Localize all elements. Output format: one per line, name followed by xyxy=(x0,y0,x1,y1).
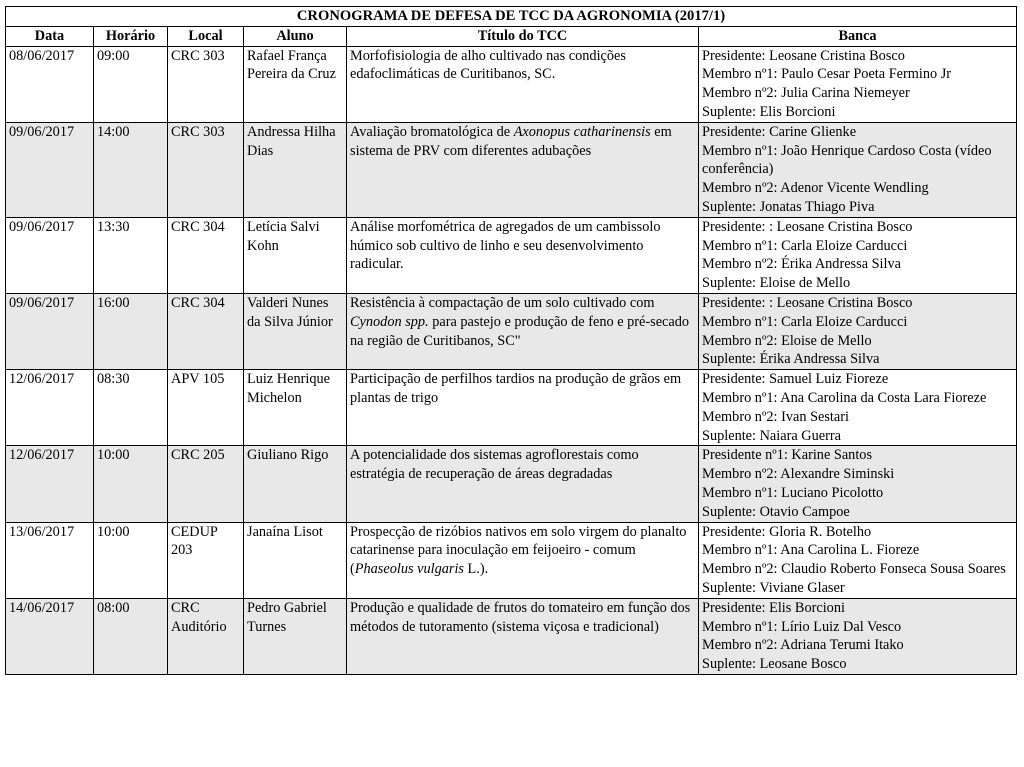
cell-data: 09/06/2017 xyxy=(6,122,94,217)
banca-member: Membro nº1: Luciano Picolotto xyxy=(702,484,884,501)
cell-aluno: Luiz Henrique Michelon xyxy=(244,370,347,446)
banca-member: Membro nº2: Adriana Terumi Itako xyxy=(702,637,904,654)
cell-local: APV 105 xyxy=(168,370,244,446)
cell-horario: 09:00 xyxy=(94,46,168,122)
table-row xyxy=(6,598,1017,674)
banca-member: Membro nº2: Alexandre Siminski xyxy=(702,466,895,483)
cell-titulo xyxy=(347,370,699,446)
table-row xyxy=(6,217,1017,293)
cell-data: 14/06/2017 xyxy=(6,598,94,674)
cell-local: CRC Auditório xyxy=(168,598,244,674)
cell-titulo xyxy=(347,217,699,293)
banca-member: Membro nº1: Carla Eloize Carducci xyxy=(702,237,908,254)
banca-member: Membro nº2: Érika Andressa Silva xyxy=(702,256,901,273)
banca-member: Presidente: Samuel Luiz Fioreze xyxy=(702,371,889,388)
header-row xyxy=(6,26,1017,46)
title-segment: em sistema de PRV com diferentes adubações xyxy=(350,123,672,159)
banca-member: Suplente: Viviane Glaser xyxy=(702,579,845,596)
cell-local: CEDUP 203 xyxy=(168,522,244,598)
table-row xyxy=(6,122,1017,217)
cell-data: 08/06/2017 xyxy=(6,46,94,122)
cell-horario: 10:00 xyxy=(94,446,168,522)
cell-horario: 14:00 xyxy=(94,122,168,217)
title-segment: Prospecção de rizóbios nativos em solo virgem do planalto catarinense para inoculação em feijoeiro - comum ( xyxy=(350,523,687,578)
title-segment: Morfofisiologia de alho cultivado nas condições edafoclimáticas de Curitibanos, SC. xyxy=(350,47,626,83)
cell-horario: 13:30 xyxy=(94,217,168,293)
cell-titulo xyxy=(347,598,699,674)
cell-aluno: Andressa Hilha Dias xyxy=(244,122,347,217)
cell-banca xyxy=(699,370,1017,446)
header-titulo: Título do TCC xyxy=(347,26,699,46)
table-title: CRONOGRAMA DE DEFESA DE TCC DA AGRONOMIA (2017/1) xyxy=(6,7,1017,27)
title-segment: para pastejo e produção de feno e pré-secado na região de Curitibanos, SC" xyxy=(350,313,690,349)
title-italic-segment: Cynodon spp. xyxy=(350,313,429,330)
cell-data: 12/06/2017 xyxy=(6,370,94,446)
title-italic-segment: Phaseolus vulgaris xyxy=(354,561,464,578)
cell-banca xyxy=(699,122,1017,217)
title-segment: Participação de perfilhos tardios na produção de grãos em plantas de trigo xyxy=(350,371,682,406)
header-aluno: Aluno xyxy=(244,26,347,46)
banca-member: Presidente: Elis Borcioni xyxy=(702,599,845,616)
cell-banca xyxy=(699,46,1017,122)
banca-member: Presidente: Leosane Cristina Bosco xyxy=(702,47,905,64)
header-local: Local xyxy=(168,26,244,46)
banca-member: Suplente: Leosane Bosco xyxy=(702,656,847,673)
banca-member: Membro nº1: Ana Carolina da Costa Lara Fioreze xyxy=(702,389,987,406)
banca-member: Suplente: Jonatas Thiago Piva xyxy=(702,198,875,215)
banca-member: Suplente: Elis Borcioni xyxy=(702,103,836,120)
table-row xyxy=(6,293,1017,369)
cell-local: CRC 205 xyxy=(168,446,244,522)
header-horario: Horário xyxy=(94,26,168,46)
cell-data: 13/06/2017 xyxy=(6,522,94,598)
banca-member: Presidente nº1: Karine Santos xyxy=(702,447,873,464)
cell-aluno: Valderi Nunes da Silva Júnior xyxy=(244,293,347,369)
cell-aluno: Giuliano Rigo xyxy=(244,446,347,522)
banca-member: Suplente: Eloise de Mello xyxy=(702,275,851,292)
cell-local: CRC 303 xyxy=(168,122,244,217)
title-segment: Resistência à compactação de um solo cultivado com xyxy=(350,294,655,311)
banca-member: Suplente: Naiara Guerra xyxy=(702,427,841,444)
banca-member: Presidente: : Leosane Cristina Bosco xyxy=(702,294,913,311)
banca-member: Presidente: Gloria R. Botelho xyxy=(702,523,872,540)
title-segment: A potencialidade dos sistemas agroflorestais como estratégia de recuperação de áreas degradadas xyxy=(350,447,639,483)
cell-horario: 10:00 xyxy=(94,522,168,598)
title-row xyxy=(6,7,1017,27)
cell-banca xyxy=(699,217,1017,293)
banca-member: Membro nº2: Eloise de Mello xyxy=(702,332,872,349)
schedule-rows xyxy=(6,46,1017,674)
banca-member: Membro nº1: João Henrique Cardoso Costa (vídeo conferência) xyxy=(702,142,992,178)
banca-member: Membro nº2: Claudio Roberto Fonseca Sousa Soares xyxy=(702,561,1006,578)
table-row xyxy=(6,522,1017,598)
cell-aluno: Pedro Gabriel Turnes xyxy=(244,598,347,674)
cell-titulo xyxy=(347,446,699,522)
table-row xyxy=(6,46,1017,122)
title-italic-segment: Axonopus catharinensis xyxy=(513,123,651,140)
banca-member: Membro nº2: Adenor Vicente Wendling xyxy=(702,180,929,197)
cell-titulo xyxy=(347,46,699,122)
banca-member: Suplente: Otavio Campoe xyxy=(702,503,850,520)
schedule-document xyxy=(5,6,1016,675)
cell-local: CRC 304 xyxy=(168,217,244,293)
header-data: Data xyxy=(6,26,94,46)
title-segment: L.). xyxy=(463,561,489,578)
cell-horario: 08:00 xyxy=(94,598,168,674)
cell-horario: 08:30 xyxy=(94,370,168,446)
cell-horario: 16:00 xyxy=(94,293,168,369)
title-segment: Avaliação bromatológica de xyxy=(350,123,514,140)
cell-aluno: Janaína Lisot xyxy=(244,522,347,598)
cell-banca xyxy=(699,522,1017,598)
cell-aluno: Rafael França Pereira da Cruz xyxy=(244,46,347,122)
cell-data: 09/06/2017 xyxy=(6,217,94,293)
banca-member: Membro nº2: Ivan Sestari xyxy=(702,408,849,425)
schedule-table xyxy=(5,6,1017,675)
banca-member: Membro nº1: Carla Eloize Carducci xyxy=(702,313,908,330)
banca-member: Membro nº1: Paulo Cesar Poeta Fermino Jr xyxy=(702,66,952,83)
banca-member: Presidente: Carine Glienke xyxy=(702,123,857,140)
cell-titulo xyxy=(347,122,699,217)
cell-local: CRC 304 xyxy=(168,293,244,369)
banca-member: Suplente: Érika Andressa Silva xyxy=(702,351,880,368)
banca-member: Presidente: : Leosane Cristina Bosco xyxy=(702,218,913,235)
cell-aluno: Letícia Salvi Kohn xyxy=(244,217,347,293)
table-row xyxy=(6,446,1017,522)
banca-member: Membro nº1: Ana Carolina L. Fioreze xyxy=(702,542,920,559)
banca-member: Membro nº1: Lírio Luiz Dal Vesco xyxy=(702,618,902,635)
header-banca: Banca xyxy=(699,26,1017,46)
cell-banca xyxy=(699,293,1017,369)
table-row xyxy=(6,370,1017,446)
cell-data: 12/06/2017 xyxy=(6,446,94,522)
banca-member: Membro nº2: Julia Carina Niemeyer xyxy=(702,85,910,102)
cell-banca xyxy=(699,598,1017,674)
cell-data: 09/06/2017 xyxy=(6,293,94,369)
cell-titulo xyxy=(347,293,699,369)
title-segment: Análise morfométrica de agregados de um cambissolo húmico sob cultivo de linho e seu desenvolvimento radicular. xyxy=(350,218,661,273)
cell-banca xyxy=(699,446,1017,522)
title-segment: Produção e qualidade de frutos do tomateiro em função dos métodos de tutoramento (sistema viçosa e tradicional) xyxy=(350,599,691,635)
cell-titulo xyxy=(347,522,699,598)
cell-local: CRC 303 xyxy=(168,46,244,122)
